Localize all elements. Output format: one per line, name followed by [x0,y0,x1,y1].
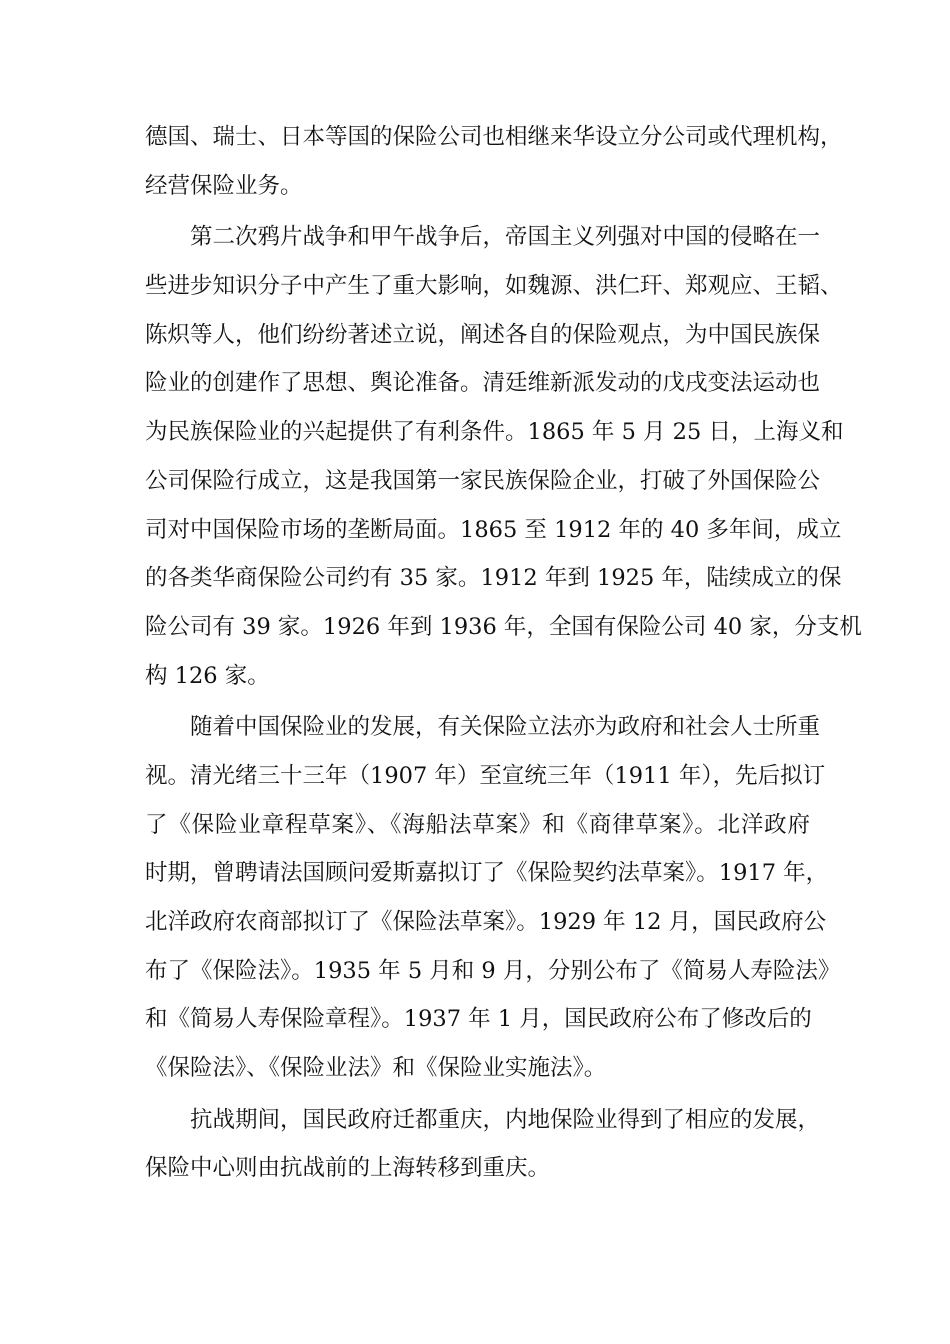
text-line: 第二次鸦片战争和甲午战争后，帝国主义列强对中国的侵略在一 [190,224,821,251]
text-line: 北洋政府农商部拟订了《保险法草案》。1929 年 12 月，国民政府公 [145,909,827,935]
text-line: 司对中国保险市场的垄断局面。1865 至 1912 年的 40 多年间，成立 [145,516,842,543]
text-line: 公司保险行成立，这是我国第一家民族保险企业，打破了外国保险公 [145,467,821,494]
paragraph-insurance-legislation [145,703,841,1093]
paragraph-wartime-chongqing [145,1096,821,1193]
text-line: 德国、瑞士、日本等国的保险公司也相继来华设立分公司或代理机构， [145,124,843,150]
body-text [145,113,862,1193]
text-line: 和《简易人寿保险章程》。1937 年 1 月，国民政府公布了修改后的 [145,1006,812,1033]
text-line: 时期，曾聘请法国顾问爱斯嘉拟订了《保险契约法草案》。1917 年， [145,860,829,887]
paragraph-national-insurance-rise [145,213,862,700]
text-line: 陈炽等人，他们纷纷著述立说，阐述各自的保险观点，为中国民族保 [145,321,821,348]
paragraph-foreign-insurers [145,113,843,210]
text-line: 险业的创建作了思想、舆论准备。清廷维新派发动的戊戌变法运动也 [145,370,821,397]
text-line: 保险中心则由抗战前的上海转移到重庆。 [145,1155,551,1182]
text-line: 些进步知识分子中产生了重大影响，如魏源、洪仁玕、郑观应、王韬、 [145,273,843,300]
text-line: 的各类华商保险公司约有 35 家。1912 年到 1925 年，陆续成立的保 [145,565,842,592]
text-line: 随着中国保险业的发展，有关保险立法亦为政府和社会人士所重 [190,714,821,741]
text-line: 布了《保险法》。1935 年 5 月和 9 月，分别公布了《简易人寿险法》 [145,957,841,984]
text-line: 为民族保险业的兴起提供了有利条件。1865 年 5 月 25 日，上海义和 [145,419,844,446]
text-line: 险公司有 39 家。1926 年到 1936 年，全国有保险公司 40 家，分支机 [145,613,862,640]
text-line: 构 126 家。 [145,662,270,689]
text-line: 《保险法》、《保险业法》和《保险业实施法》。 [145,1055,607,1082]
text-line: 视。清光绪三十三年（1907 年）至宣统三年（1911 年），先后拟订 [145,762,826,789]
text-line: 抗战期间，国民政府迁都重庆，内地保险业得到了相应的发展， [190,1106,821,1133]
text-line: 经营保险业务。 [145,172,303,199]
text-line: 了《保险业章程草案》、《海船法草案》和《商律草案》。北洋政府 [145,811,810,838]
